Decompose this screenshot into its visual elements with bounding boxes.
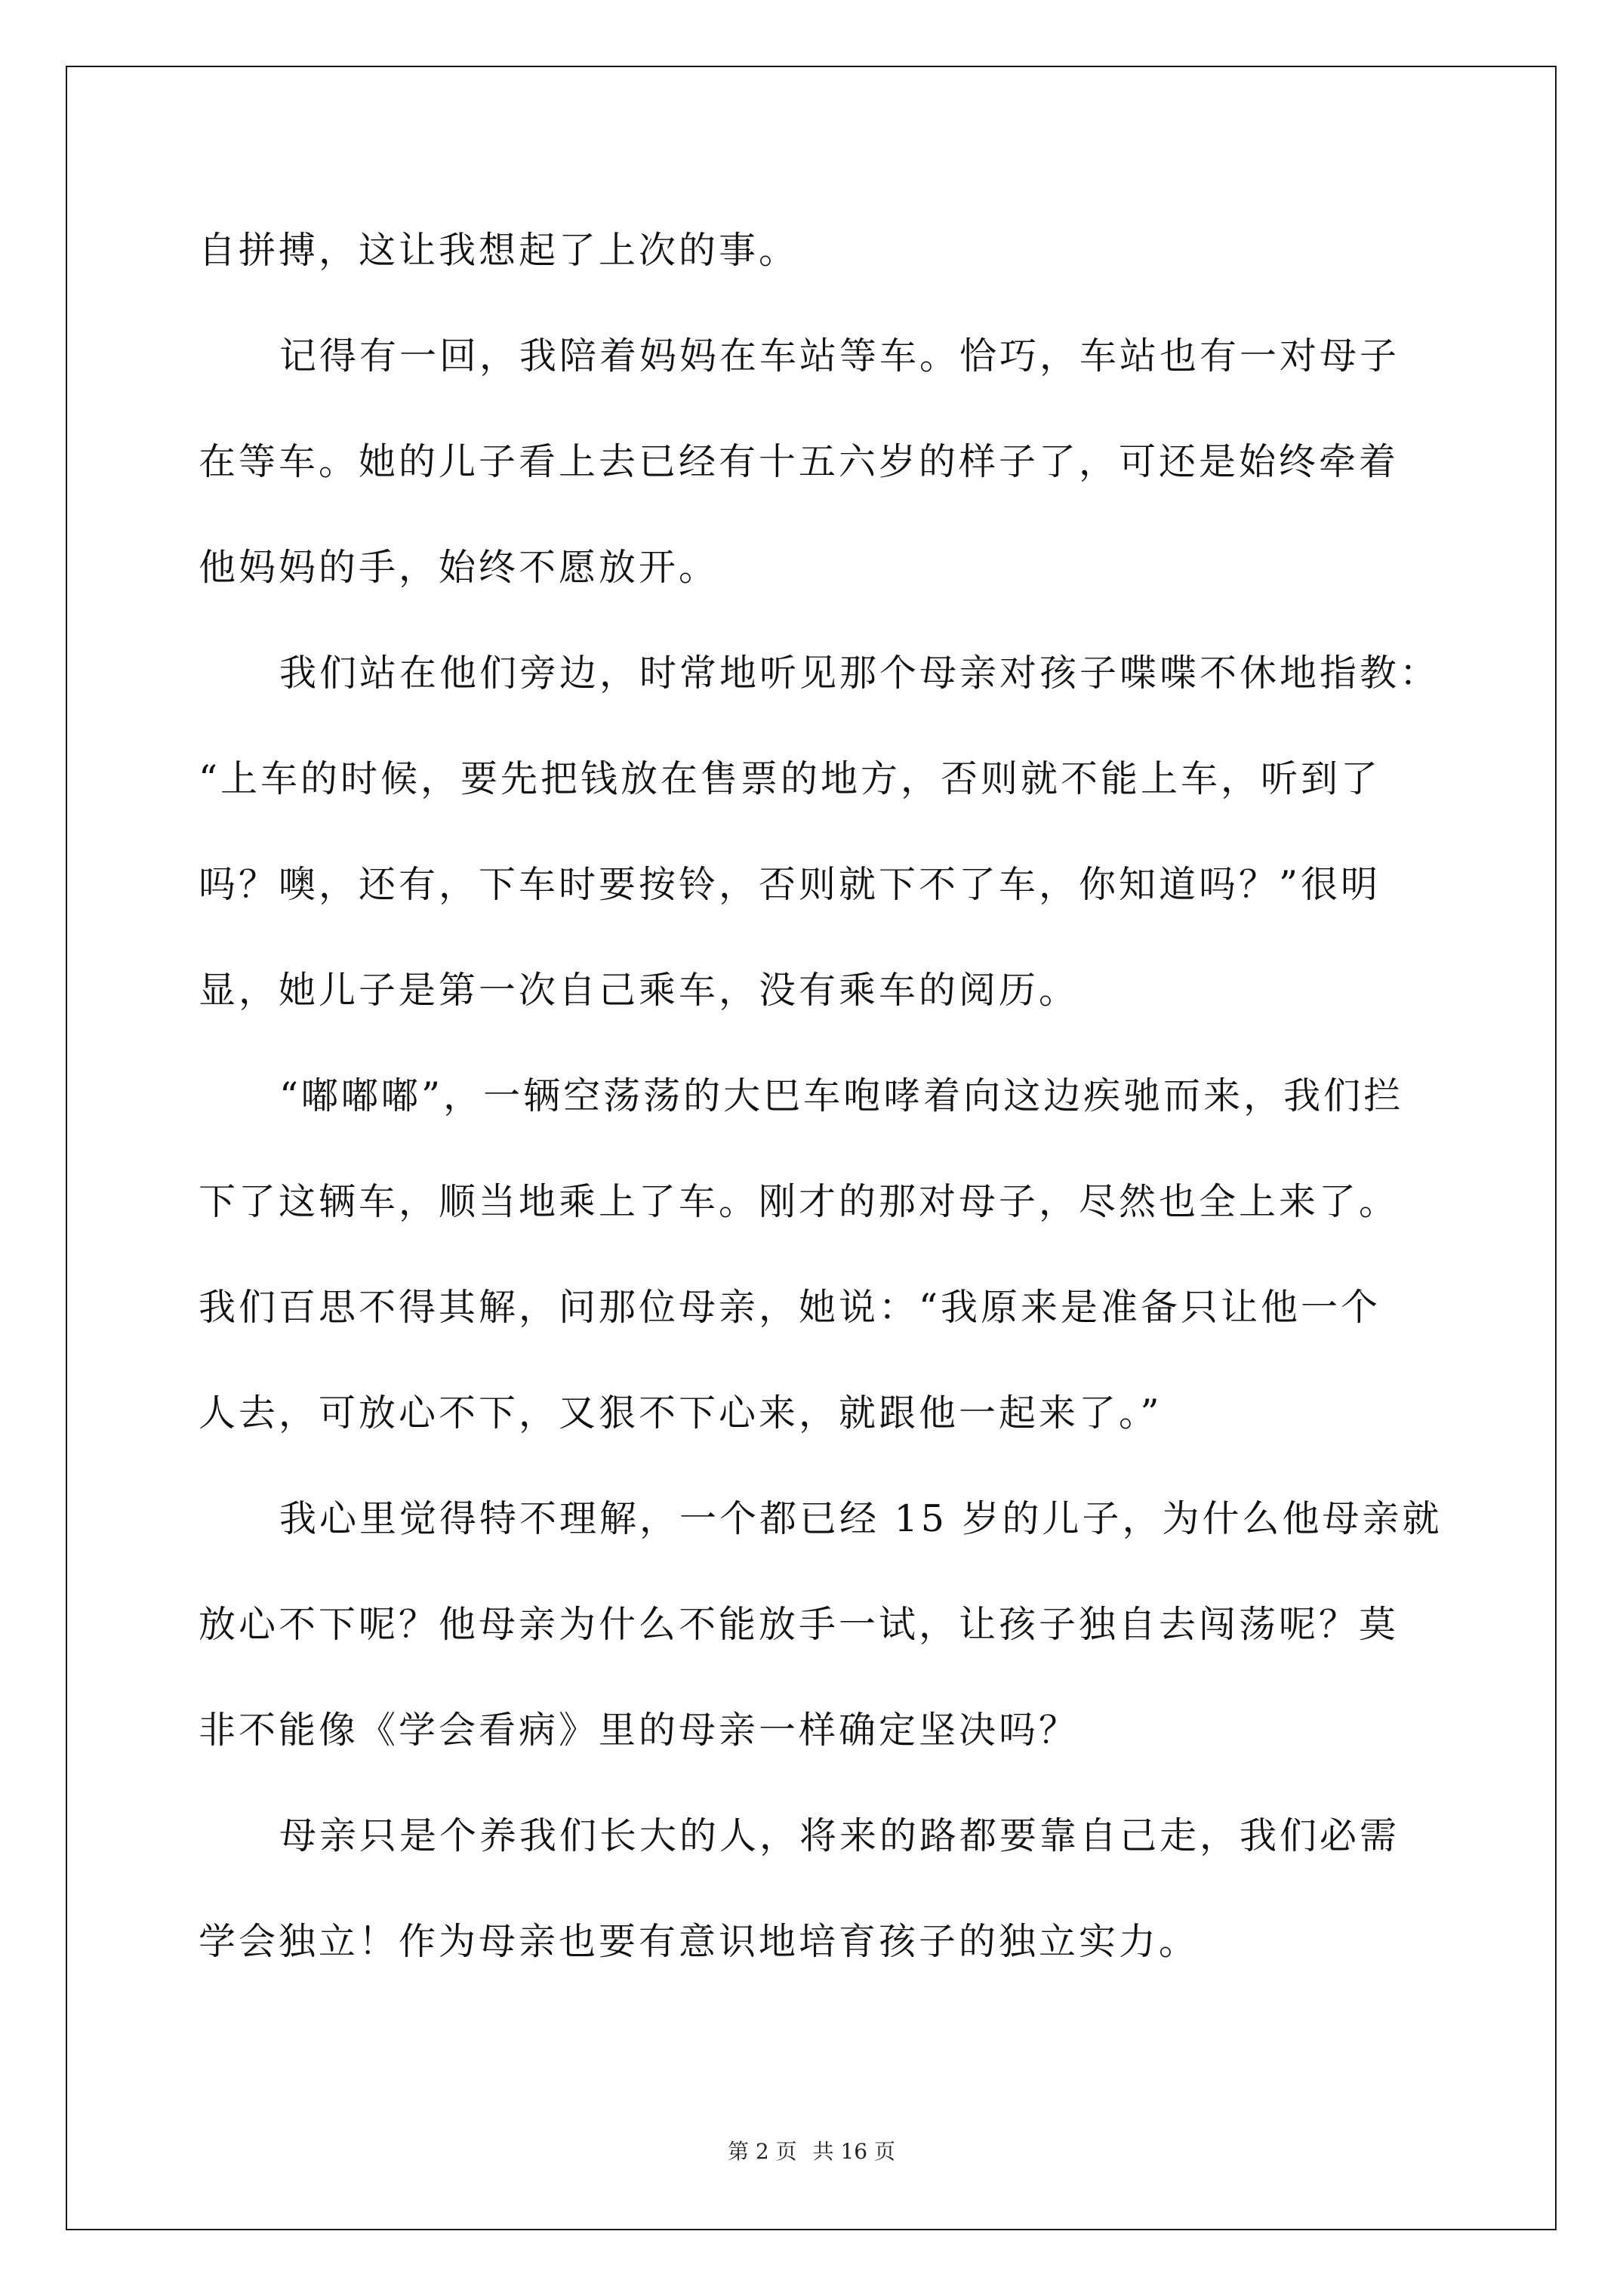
text-line-10: 下了这辆车，顺当地乘上了车。刚才的那对母子，尽然也全上来了。	[199, 1180, 1400, 1223]
page-number: 第 2 页	[728, 2139, 797, 2164]
text-line-1: 自拼搏，这让我想起了上次的事。	[199, 229, 799, 272]
text-line-15: 非不能像《学会看病》里的母亲一样确定坚决吗？	[199, 1709, 1079, 1752]
page-total: 共 16 页	[812, 2139, 895, 2164]
text-line-4: 他妈妈的手，始终不愿放开。	[199, 546, 719, 589]
text-line-14: 放心不下呢？他母亲为什么不能放手一试，让孩子独自去闯荡呢？莫	[199, 1603, 1400, 1646]
text-line-16: 母亲只是个养我们长大的人，将来的路都要靠自己走，我们必需	[279, 1814, 1400, 1857]
text-line-13: 我心里觉得特不理解，一个都已经 15 岁的儿子，为什么他母亲就	[279, 1497, 1443, 1540]
text-line-9: “嘟嘟嘟”，一辆空荡荡的大巴车咆哮着向这边疾驰而来，我们拦	[279, 1074, 1404, 1117]
text-line-5: 我们站在他们旁边，时常地听见那个母亲对孩子喋喋不休地指教：	[279, 652, 1440, 695]
text-line-17: 学会独立！作为母亲也要有意识地培育孩子的独立实力。	[199, 1920, 1200, 1963]
text-line-6: “上车的时候，要先把钱放在售票的地方，否则就不能上车，听到了	[199, 757, 1381, 800]
text-line-7: 吗？噢，还有，下车时要按铃，否则就下不了车，你知道吗？”很明	[199, 863, 1381, 906]
text-line-8: 显，她儿子是第一次自己乘车，没有乘车的阅历。	[199, 969, 1079, 1012]
page-border	[66, 66, 1557, 2230]
text-line-12: 人去，可放心不下，又狠不下心来，就跟他一起来了。”	[199, 1391, 1163, 1435]
text-line-11: 我们百思不得其解，问那位母亲，她说：“我原来是准备只让他一个	[199, 1286, 1381, 1329]
page-footer	[0, 2137, 1623, 2167]
text-line-3: 在等车。她的儿子看上去已经有十五六岁的样子了，可还是始终牵着	[199, 440, 1400, 483]
text-line-2: 记得有一回，我陪着妈妈在车站等车。恰巧，车站也有一对母子	[279, 334, 1400, 378]
